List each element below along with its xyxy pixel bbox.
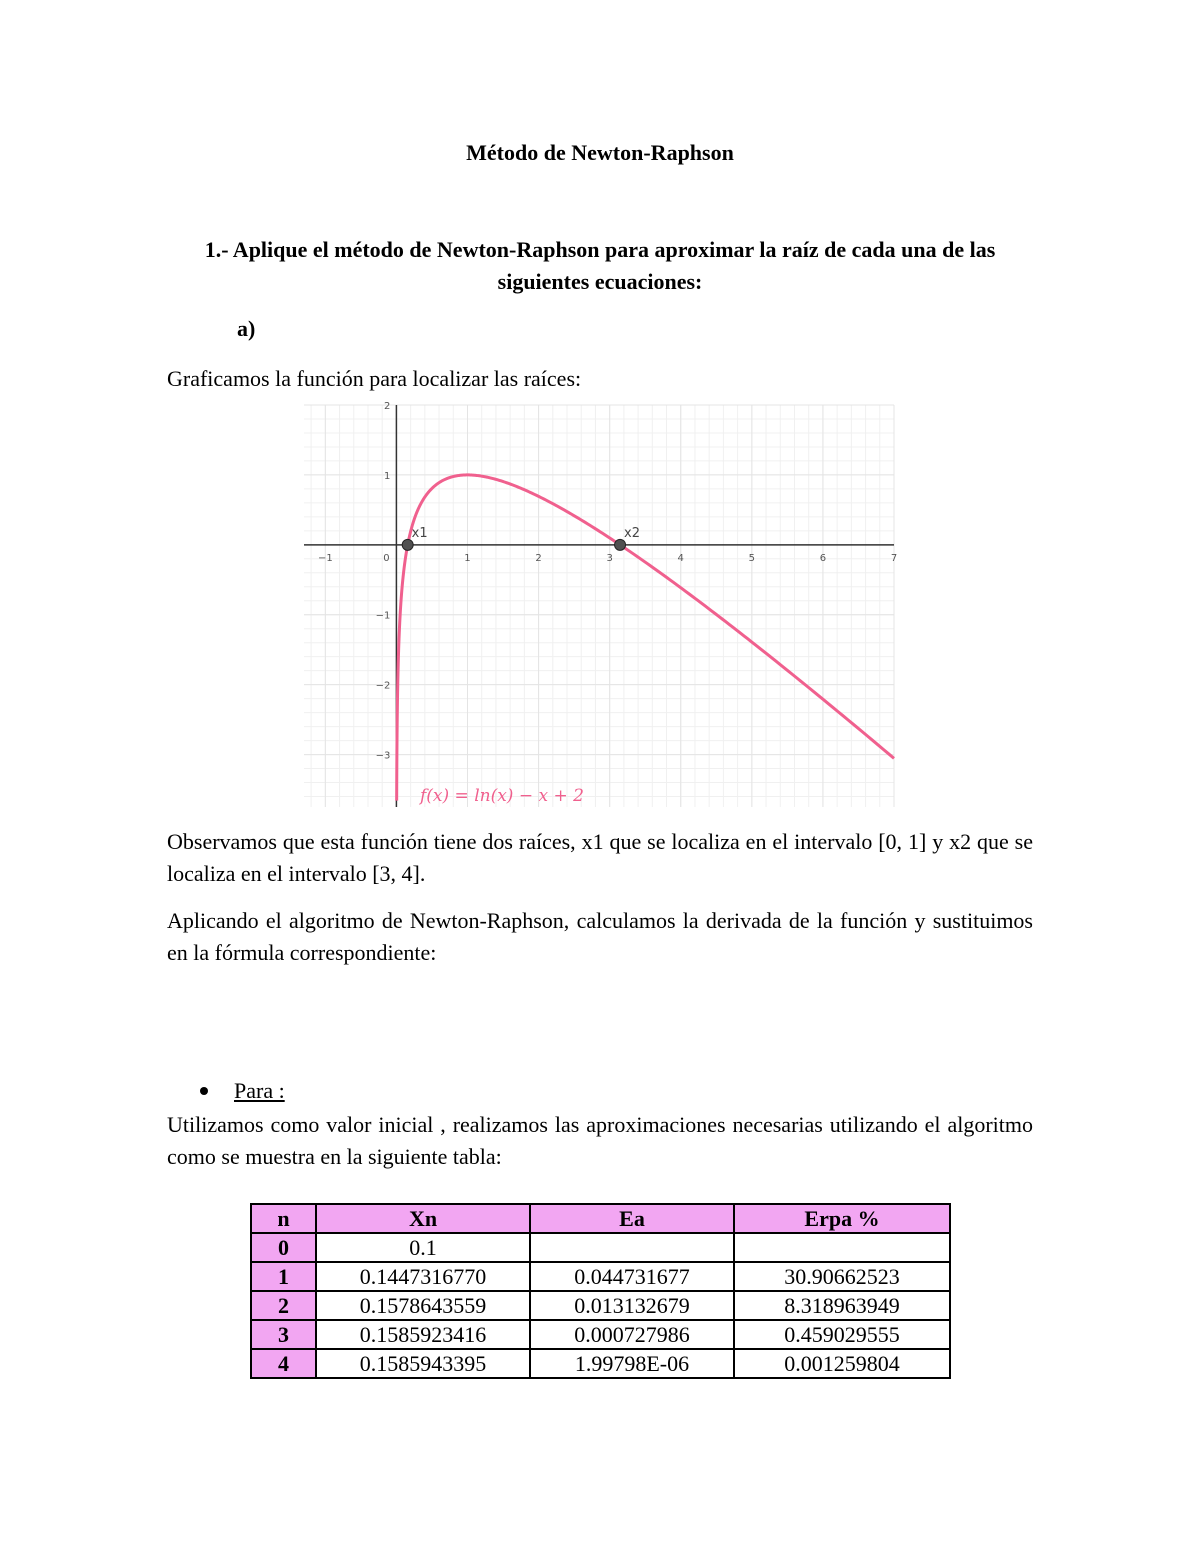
header-ea: Ea xyxy=(530,1204,734,1233)
iteration-table xyxy=(250,1203,951,1379)
function-label: f(x) = ln(x) − x + 2 xyxy=(420,786,584,806)
cell-xn: 0.1 xyxy=(316,1233,530,1262)
x-tick-label: 2 xyxy=(535,552,542,564)
cell-xn: 0.1447316770 xyxy=(316,1262,530,1291)
y-tick-label: −3 xyxy=(375,750,391,762)
cell-n: 0 xyxy=(251,1233,316,1262)
cell-ea: 0.013132679 xyxy=(530,1291,734,1320)
cell-n: 2 xyxy=(251,1291,316,1320)
cell-ea: 0.044731677 xyxy=(530,1262,734,1291)
cell-xn: 0.1585943395 xyxy=(316,1349,530,1378)
page-title: Método de Newton-Raphson xyxy=(466,140,734,165)
cell-n: 4 xyxy=(251,1349,316,1378)
function-graph xyxy=(304,401,898,807)
cell-ea: 1.99798E-06 xyxy=(530,1349,734,1378)
cell-xn: 0.1585923416 xyxy=(316,1320,530,1349)
function-curve xyxy=(397,475,894,801)
table-row xyxy=(251,1320,950,1349)
bullet-icon xyxy=(200,1087,208,1095)
x-tick-label: −1 xyxy=(317,552,333,564)
header-xn: Xn xyxy=(316,1204,530,1233)
cell-ea: 0.000727986 xyxy=(530,1320,734,1349)
bullet-label: Para : xyxy=(234,1078,285,1103)
question-heading: 1.- Aplique el método de Newton-Raphson para aproximar la raíz de cada una de las siguientes ecuaciones: xyxy=(204,237,996,294)
header-erpa: Erpa % xyxy=(734,1204,950,1233)
table-header-row xyxy=(251,1204,950,1233)
header-n: n xyxy=(251,1204,316,1233)
x-tick-label: 6 xyxy=(819,552,827,564)
iteration-paragraph: Utilizamos como valor inicial , realizamos las aproximaciones necesarias utilizando el algoritmo como se muestra en la siguiente tabla: xyxy=(167,1112,1033,1169)
cell-erpa: 30.90662523 xyxy=(734,1262,950,1291)
cell-erpa: 8.318963949 xyxy=(734,1291,950,1320)
algorithm-paragraph: Aplicando el algoritmo de Newton-Raphson, calculamos la derivada de la función y sustituimos en la fórmula correspondiente: xyxy=(167,908,1033,965)
cell-erpa: 0.459029555 xyxy=(734,1320,950,1349)
y-tick-label: 1 xyxy=(384,470,391,482)
observation-paragraph: Observamos que esta función tiene dos raíces, x1 que se localiza en el intervalo [0, 1] y x2 que se localiza en el intervalo [3, 4]. xyxy=(167,829,1033,886)
subitem-label: a) xyxy=(237,316,256,341)
x-tick-label: 3 xyxy=(606,552,613,564)
x-tick-label: 0 xyxy=(383,552,390,564)
x-tick-label: 7 xyxy=(890,552,898,564)
root-label: x1 xyxy=(411,525,428,541)
root-point xyxy=(615,539,626,550)
root-point xyxy=(402,539,413,550)
y-tick-label: −1 xyxy=(375,610,391,622)
cell-xn: 0.1578643559 xyxy=(316,1291,530,1320)
x-tick-label: 5 xyxy=(748,552,756,564)
cell-n: 3 xyxy=(251,1320,316,1349)
root-label: x2 xyxy=(624,525,641,541)
x-tick-label: 1 xyxy=(464,552,471,564)
table-row xyxy=(251,1233,950,1262)
y-tick-label: 2 xyxy=(384,401,391,412)
y-tick-label: −2 xyxy=(375,680,391,692)
table-row xyxy=(251,1291,950,1320)
cell-erpa: 0.001259804 xyxy=(734,1349,950,1378)
bullet-item xyxy=(200,1078,285,1104)
cell-erpa xyxy=(734,1233,950,1262)
cell-n: 1 xyxy=(251,1262,316,1291)
intro-paragraph: Graficamos la función para localizar las raíces: xyxy=(167,366,582,391)
table-row xyxy=(251,1349,950,1378)
cell-ea xyxy=(530,1233,734,1262)
x-tick-label: 4 xyxy=(677,552,684,564)
table-row xyxy=(251,1262,950,1291)
